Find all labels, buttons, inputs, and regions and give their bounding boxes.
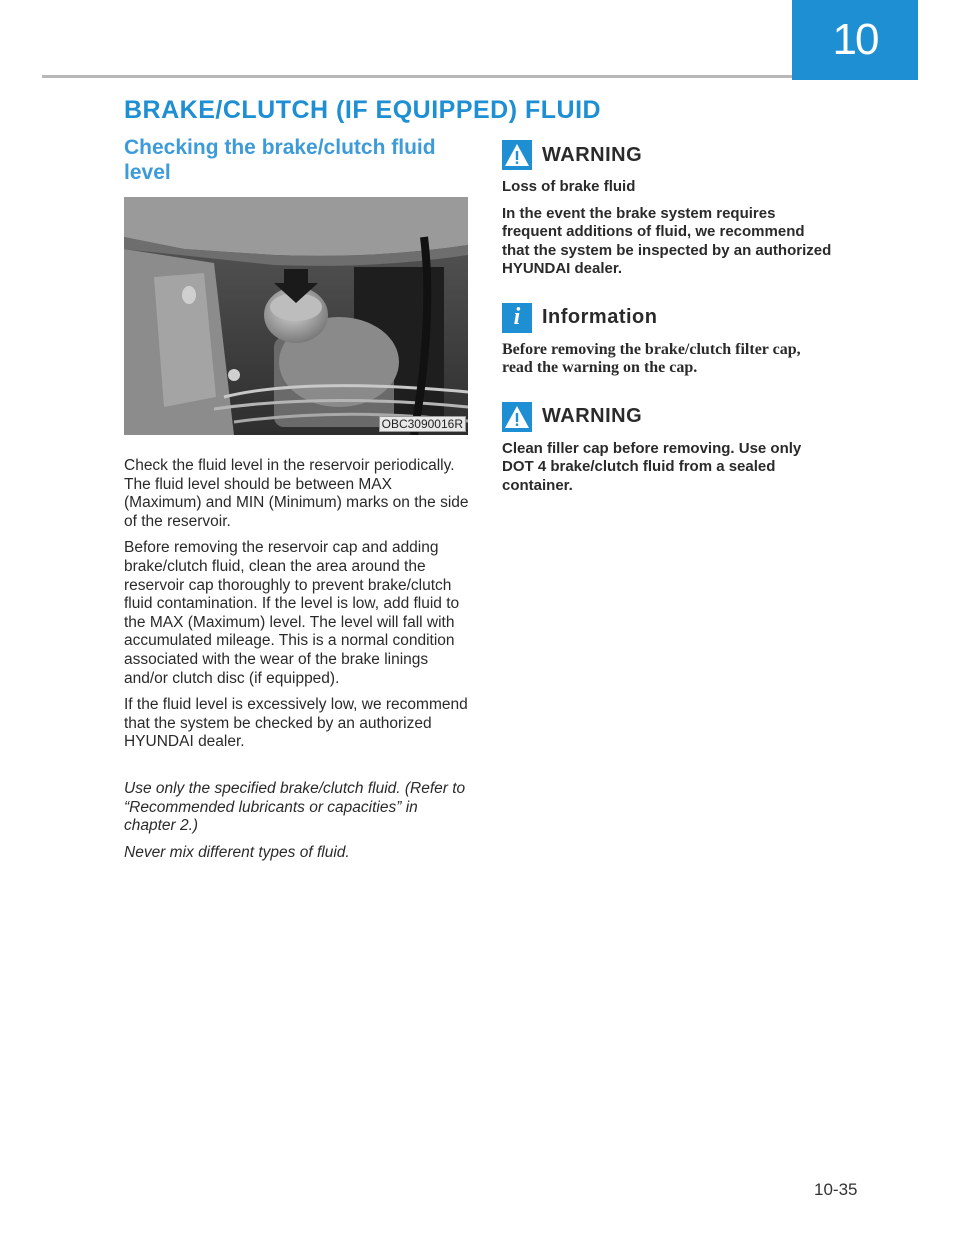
information-callout [502,303,832,378]
page-number: 10-35 [814,1180,858,1199]
paragraph: Before removing the reservoir cap and adding brake/clutch fluid, clean the area around the reservoir cap thoroughly to prevent brake/clutch fluid contamination. If the level is low, add fluid to the MAX (Maximum) level. The level will fall with accumulated mileage. This is a normal condition associated with the wear of the brake linings and/or clutch disc (if equipped). [124,539,460,687]
subsection-title: Checking the brake/clutch fluid level [124,136,436,184]
information-text: Before removing the brake/clutch filter cap, read the warning on the cap. [502,340,801,376]
engine-bay-illustration [124,197,468,435]
information-label: Information [542,306,658,328]
note-paragraph: Never mix different types of fluid. [124,843,350,861]
note [124,780,470,862]
warning-callout [502,140,832,279]
note-paragraph: Use only the specified brake/clutch fluid. (Refer to “Recommended lubricants or capacities” in chapter 2.) [124,779,466,835]
callout-header [502,303,832,333]
warning-text: In the event the brake system requires frequent additions of fluid, we recommend that the system be inspected by an authorized HYUNDAI dealer. [502,204,832,277]
paragraph: Check the fluid level in the reservoir periodically. The fluid level should be between MAX (Maximum) and MIN (Minimum) marks on the side of the reservoir. [124,457,469,530]
callout-header [502,140,832,170]
warning-text: Clean filler cap before removing. Use only DOT 4 brake/clutch fluid from a sealed container. [502,439,802,494]
warning-title: Loss of brake fluid [502,178,636,195]
body-text [124,457,470,752]
chapter-tab: 10 [792,0,918,80]
warning-label: WARNING [542,405,643,427]
warning-label: WARNING [542,143,643,166]
info-icon: i [502,303,532,333]
figure-code: OBC3090016R [379,416,466,432]
engine-bay-photo [124,197,468,435]
header-rule [42,75,792,78]
callout-header [502,402,832,432]
left-column [124,135,470,870]
paragraph: If the fluid level is excessively low, we recommend that the system be checked by an authorized HYUNDAI dealer. [124,696,468,751]
warning-callout [502,402,832,496]
section-title: BRAKE/CLUTCH (IF EQUIPPED) FLUID [124,96,602,124]
warning-icon [502,140,532,170]
warning-icon [502,402,532,432]
right-column [502,140,832,519]
